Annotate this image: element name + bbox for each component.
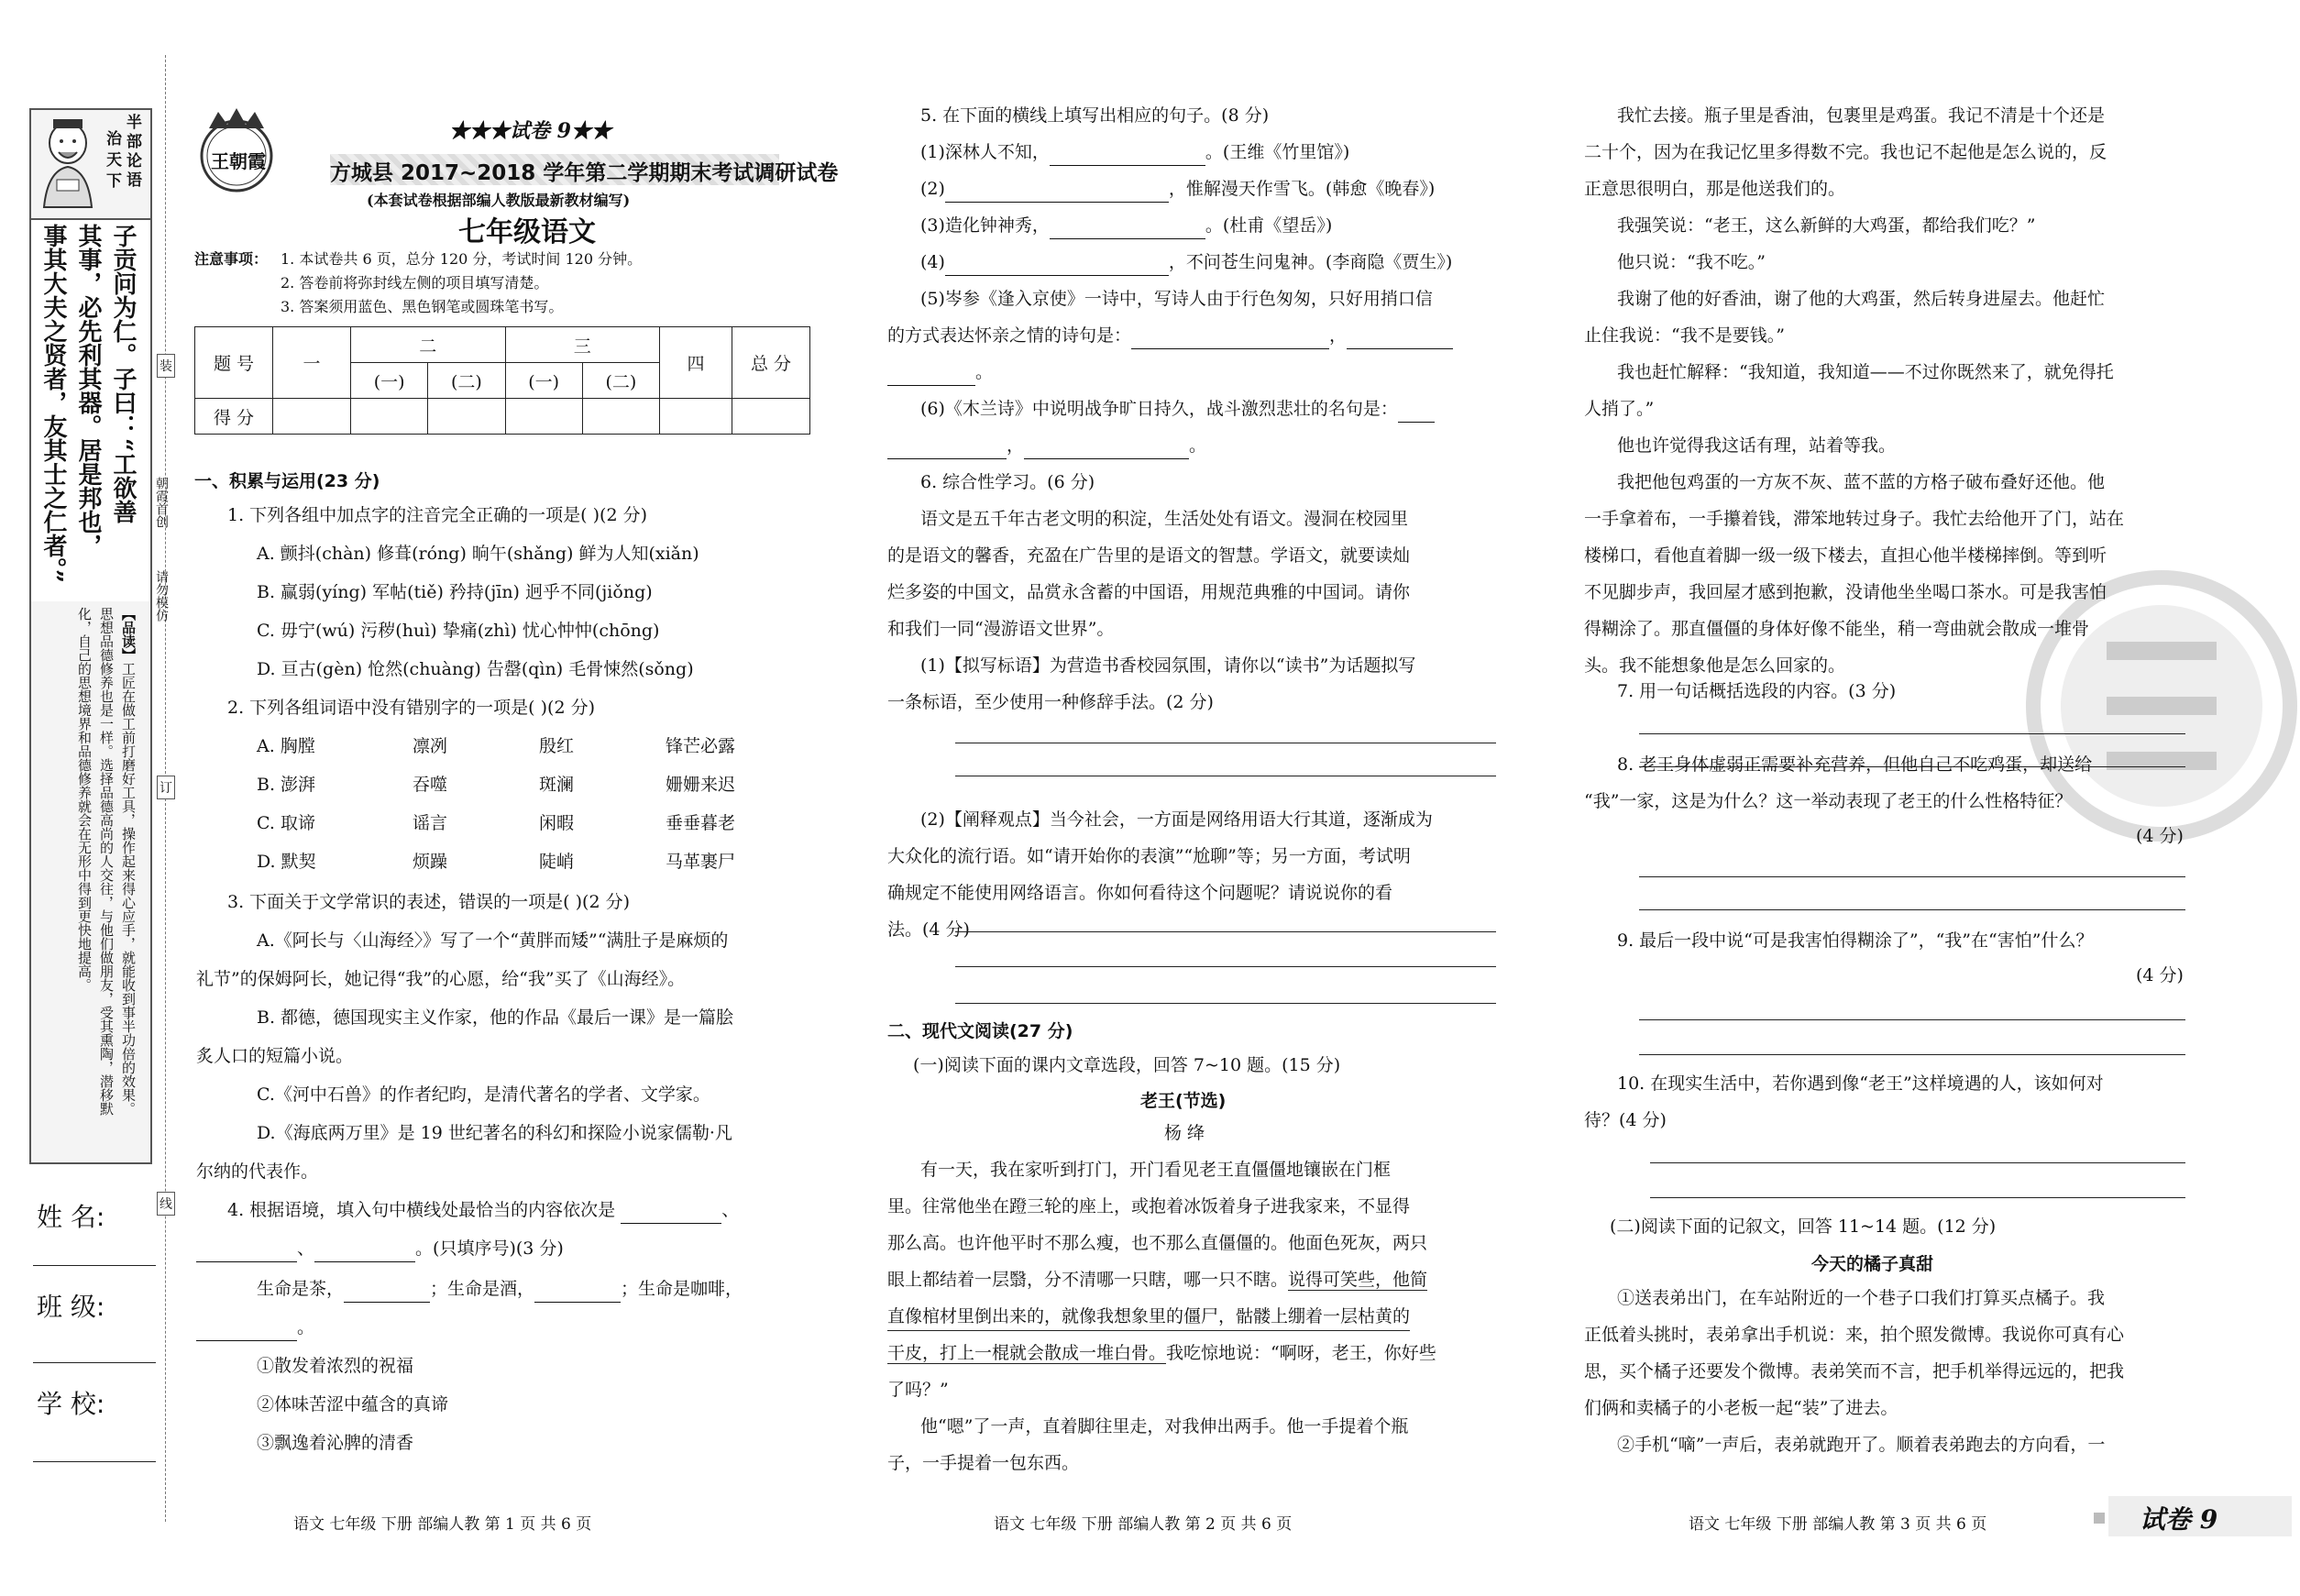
reading-1-cont-6: 我谢了他的好香油，谢了他的大鸡蛋，然后转身进屋去。他赶忙	[1617, 289, 2106, 309]
reading-1-line-4: 眼上都结着一层翳，分不清哪一只瞎，哪一只不瞎。说得可笑些，他简	[887, 1270, 1428, 1290]
section-1-title: 一、积累与运用(23 分)	[194, 471, 380, 491]
score-cell[interactable]	[732, 399, 810, 435]
score-header-one: 一	[273, 327, 351, 399]
q2-b1: B. 澎湃	[257, 775, 316, 795]
q10-answer-line-1[interactable]	[1650, 1162, 2185, 1163]
reading-1-cont-5: 他只说：“我不吃。”	[1617, 252, 1766, 272]
q5-5-line1: (5)岑参《逢入京使》一诗中，写诗人由于行色匆匆，只好用捎口信	[920, 289, 1433, 309]
score-cell[interactable]	[660, 399, 732, 435]
q2-d3: 陡峭	[539, 852, 575, 872]
q5-6-line1: (6)《木兰诗》中说明战争旷日持久，战斗激烈悲壮的名句是：	[920, 396, 1435, 423]
q2-b4: 姗姗来迟	[666, 775, 736, 795]
q6-2-answer-line-2[interactable]	[955, 966, 1496, 967]
reading-1-line-7: 了吗？”	[887, 1380, 949, 1400]
score-header-two: 二	[351, 327, 506, 363]
q9-score: (4 分)	[2136, 965, 2184, 985]
score-cell[interactable]	[428, 399, 505, 435]
motto-side: 治天下	[103, 130, 121, 193]
confucius-portrait-icon	[35, 116, 101, 211]
q2-c3: 闲暇	[539, 813, 575, 833]
q7-stem: 7. 用一句话概括选段的内容。(3 分)	[1617, 681, 1897, 701]
reading-1-title: 老王(节选)	[1140, 1091, 1227, 1111]
reading-1-cont-16: 头。我不能想象他是怎么回家的。	[1584, 655, 1846, 676]
subject-title: 七年级语文	[458, 216, 596, 248]
score-cell[interactable]	[273, 399, 351, 435]
seal-ding: 订	[157, 776, 175, 799]
q6-2-line3: 确规定不能使用网络语言。你如何看待这个问题呢？请说说你的看	[887, 883, 1393, 903]
q5-5-blank-3[interactable]	[887, 365, 975, 386]
score-cell[interactable]	[505, 399, 582, 435]
reading-1-cont-11: 我把他包鸡蛋的一方灰不灰、蓝不蓝的方格子破布叠好还他。他	[1617, 472, 2106, 492]
school-label: 学 校:	[37, 1389, 105, 1419]
page-2	[887, 0, 1511, 1596]
reading-1-cont-7: 止住我说：“我不是要钱。”	[1584, 325, 1785, 346]
reading-1-line-9: 子，一手提着一包东西。	[887, 1453, 1080, 1473]
motto-top: 半部论语	[123, 114, 141, 191]
reading-1-line-2: 里。往常他坐在蹬三轮的座上，或抱着冰饭着身子进我家来，不显得	[887, 1196, 1411, 1216]
name-field[interactable]	[33, 1265, 156, 1266]
reading-2-line-5: ②手机“嘀”一声后，表弟就跑开了。顺着表弟跑去的方向看，一	[1617, 1435, 2106, 1455]
seal-xian: 线	[157, 1192, 175, 1216]
q5-6-line2: ， 。	[887, 433, 1206, 459]
q2-d2: 烦躁	[413, 852, 448, 872]
q5-1-blank[interactable]	[1050, 145, 1205, 166]
sidebar-motto-box	[29, 108, 152, 220]
q2-d4: 马革裹尸	[666, 852, 736, 872]
score-sub-2: (二)	[428, 363, 505, 399]
reading-2-line-2: 正低着头挑时，表弟拿出手机说：来，拍个照发微博。我说你可真有心	[1584, 1325, 2125, 1345]
q6-2-line1: (2)【阐释观点】当今社会，一方面是网络用语大行其道，逐渐成为	[920, 809, 1433, 830]
note-first: 朝霞首创	[154, 477, 169, 528]
score-header-label: 题 号	[195, 327, 273, 399]
q4-context-end: 。	[196, 1315, 314, 1341]
q10-line-1: 10. 在现实生活中，若你遇到像“老王”这样境遇的人，该如何对	[1617, 1073, 2104, 1094]
q4-context-blank-3[interactable]	[196, 1320, 297, 1341]
q4-stem: 4. 根据语境，填入句中横线处最恰当的内容依次是 、	[227, 1197, 739, 1224]
reading-1-author: 杨 绛	[1164, 1123, 1205, 1143]
q6-intro-2: 的是语文的馨香，充盈在广告里的是语文的智慧。学语文，就要读灿	[887, 545, 1411, 566]
q2-c2: 谣言	[413, 813, 448, 833]
score-sub-1: (一)	[351, 363, 428, 399]
q3-b-1: B. 都德，德国现实主义作家，他的作品《最后一课》是一篇脍	[257, 1007, 734, 1028]
notice-label: 注意事项：	[194, 250, 269, 268]
q6-stem: 6. 综合性学习。(6 分)	[920, 472, 1095, 492]
exam-title: 方城县 2017~2018 学年第二学期期末考试调研试卷	[330, 161, 839, 185]
sidebar-pindu-box	[29, 601, 152, 1164]
notice-item-1: 1. 本试卷共 6 页，总分 120 分，考试时间 120 分钟。	[281, 250, 643, 268]
reading-1-cont-10: 他也许觉得我这话有理，站着等我。	[1617, 435, 1897, 456]
q2-stem: 2. 下列各组词语中没有错别字的一项是( )(2 分)	[227, 698, 595, 718]
q4-option-1: ①散发着浓烈的祝福	[257, 1356, 414, 1376]
q4-context-blank-2[interactable]	[534, 1282, 621, 1303]
q2-a4: 锋芒必露	[666, 736, 736, 756]
reading-1-line-8: 他“嗯”了一声，直着脚往里走，对我伸出两手。他一手提着个瓶	[920, 1416, 1409, 1436]
q4-stem-2: 、 。(只填序号)(3 分)	[196, 1236, 564, 1262]
q6-2-line2: 大众化的流行语。如“请开始你的表演”“尬聊”等；另一方面，考试明	[887, 846, 1411, 866]
class-label: 班 级:	[37, 1292, 105, 1322]
pindu-label: 【品读】	[120, 607, 137, 662]
pindu-line-3: 化，自己的思想境界和品德修养就会在无形中得到更快地提高。	[76, 607, 93, 992]
quote-line-1: 子贡问为仁。子曰：“工欲善	[109, 224, 137, 523]
q5-4: (4) ，不问苍生问鬼神。(李商隐《贾生》)	[920, 249, 1452, 276]
q4-blank-2[interactable]	[196, 1241, 297, 1262]
q4-blank-1[interactable]	[621, 1203, 721, 1224]
reading-2-line-1: ①送表弟出门，在车站附近的一个巷子口我们打算买点橘子。我	[1617, 1288, 2106, 1308]
q5-2: (2) ，惟解漫天作雪飞。(韩愈《晚春》)	[920, 176, 1435, 203]
q3-c: C.《河中石兽》的作者纪昀，是清代著名的学者、文学家。	[257, 1084, 710, 1105]
sidebar	[29, 108, 149, 1162]
q8-answer-line-2[interactable]	[1639, 909, 2185, 910]
q1-stem: 1. 下列各组中加点字的注音完全正确的一项是( )(2 分)	[227, 505, 647, 525]
q1-option-d: D. 亘古(gèn) 怆然(chuàng) 告罄(qìn) 毛骨悚然(sǒng)	[257, 659, 694, 679]
q2-d1: D. 默契	[257, 852, 316, 872]
exam-subtitle: (本套试卷根据部编人教版最新教材编写)	[367, 192, 631, 209]
notice-item-2: 2. 答卷前将弥封线左侧的项目填写清楚。	[281, 274, 549, 292]
q2-a1: A. 胸膛	[257, 736, 315, 756]
publisher-logo	[196, 105, 279, 196]
q7-answer-line-1[interactable]	[1639, 733, 2185, 734]
q2-a2: 凛冽	[413, 736, 448, 756]
reading-1-line-1: 有一天，我在家听到打门，开门看见老王直僵僵地镶嵌在门框	[920, 1160, 1392, 1180]
q8-line-1: 8. 老王身体虚弱正需要补充营养，但他自己不吃鸡蛋，却送给	[1617, 754, 2093, 775]
q3-a-2: 礼节”的保姆阿长，她记得“我”的心愿，给“我”买了《山海经》。	[196, 969, 686, 989]
q3-b-2: 炙人口的短篇小说。	[196, 1046, 354, 1066]
q5-3-blank[interactable]	[1050, 218, 1205, 239]
q3-d-1: D.《海底两万里》是 19 世纪著名的科幻和探险小说家儒勒·凡	[257, 1123, 732, 1143]
q5-stem: 5. 在下面的横线上填写出相应的句子。(8 分)	[920, 105, 1270, 126]
q2-a3: 殷红	[539, 736, 575, 756]
pindu-line-1: 【品读】工匠在做工前打磨好工具，操作起来得心应手，就能收到事半功倍的效果。	[120, 607, 137, 1116]
reading-1-cont-8: 我也赶忙解释：“我知道，我知道——不过你既然来了，就免得托	[1617, 362, 2114, 382]
q5-5-blank-1[interactable]	[1131, 328, 1329, 349]
class-field[interactable]	[33, 1362, 156, 1363]
reading-1-line-6: 干皮，打上一棍就会散成一堆白骨。我吃惊地说：“啊呀，老王，你好些	[887, 1343, 1436, 1363]
q8-score: (4 分)	[2136, 826, 2184, 846]
q4-option-2: ②体味苦涩中蕴含的真谛	[257, 1394, 449, 1414]
reading-2-line-4: 们俩和卖橘子的小老板一起“装”了进去。	[1584, 1398, 1898, 1418]
q6-intro-1: 语文是五千年古老文明的积淀，生活处处有语文。漫洞在校园里	[920, 509, 1409, 529]
q10-line-2: 待？(4 分)	[1584, 1110, 1667, 1130]
reading-1-cont-15: 得糊涂了。那直僵僵的身体好像不能坐，稍一弯曲就会散成一堆骨	[1584, 619, 2090, 639]
score-header-total: 总 分	[732, 327, 810, 399]
q9-answer-line-2[interactable]	[1639, 1054, 2185, 1055]
section-2-title: 二、现代文阅读(27 分)	[887, 1021, 1073, 1041]
q3-stem: 3. 下面关于文学常识的表述，错误的一项是( )(2 分)	[227, 892, 630, 912]
reading-2-title: 今天的橘子真甜	[1811, 1254, 1934, 1274]
quote-line-2: 其事，必先利其器。居是邦也，	[74, 224, 102, 557]
score-header-four: 四	[660, 327, 732, 399]
reading-1-cont-1: 我忙去接。瓶子里是香油，包裹里是鸡蛋。我记不清是十个还是	[1617, 105, 2106, 126]
q5-1: (1)深林人不知， 。(王维《竹里馆》)	[920, 139, 1349, 166]
q3-d-2: 尔纳的代表作。	[196, 1161, 319, 1182]
q6-2-answer-line-3[interactable]	[955, 1003, 1496, 1004]
quote-line-3: 事其大夫之贤者，友其士之仁者。”	[39, 224, 67, 583]
q2-c4: 垂垂暮老	[666, 813, 736, 833]
page-3-footer: 语文 七年级 下册 部编人教 第 3 页 共 6 页	[1689, 1515, 1987, 1534]
reading-2-intro: (二)阅读下面的记叙文，回答 11~14 题。(12 分)	[1610, 1216, 1997, 1237]
page-2-footer: 语文 七年级 下册 部编人教 第 2 页 共 6 页	[994, 1515, 1293, 1534]
notice-item-3: 3. 答案须用蓝色、黑色钢笔或圆珠笔书写。	[281, 298, 564, 315]
page-1	[193, 0, 839, 1596]
q2-c1: C. 取谛	[257, 813, 315, 833]
reading-1-cont-12: 一手拿着布，一手攥着钱，滞笨地转过身子。我忙去给他开了门，站在	[1584, 509, 2125, 529]
q4-blank-3[interactable]	[314, 1241, 415, 1262]
page-1-footer: 语文 七年级 下册 部编人教 第 1 页 共 6 页	[293, 1515, 592, 1534]
q5-6-blank-3[interactable]	[1024, 438, 1189, 459]
sidebar-quote-box	[29, 216, 152, 603]
q5-4-blank[interactable]	[945, 255, 1169, 276]
score-cell[interactable]	[582, 399, 659, 435]
q4-option-3: ③飘逸着沁脾的清香	[257, 1433, 414, 1453]
score-sub-4: (二)	[582, 363, 659, 399]
reading-1-line-3: 那么高。也许他平时不那么瘦，也不那么直僵僵的。他面色死灰，两只	[887, 1233, 1428, 1253]
reading-1-cont-3: 正意思很明白，那是他送我们的。	[1584, 179, 1846, 199]
q2-b3: 斑澜	[539, 775, 575, 795]
score-header-three: 三	[505, 327, 660, 363]
q6-1-line1: (1)【拟写标语】为营造书香校园氛围，请你以“读书”为话题拟写	[920, 655, 1416, 676]
q5-5-line3: 。	[887, 359, 993, 386]
q6-intro-4: 和我们一同“漫游语文世界”。	[887, 619, 1115, 639]
q1-option-c: C. 毋宁(wú) 污秽(huì) 挚痛(zhì) 忧心忡忡(chōng)	[257, 621, 660, 641]
seal-zhuang: 装	[157, 354, 175, 378]
q3-a-1: A.《阿长与〈山海经〉》写了一个“黄胖而矮”“满肚子是麻烦的	[257, 930, 729, 951]
q1-option-b: B. 赢弱(yíng) 军帖(tiě) 矜持(jīn) 迥乎不同(jiǒng)	[257, 582, 653, 602]
note-copy: 请勿模仿	[154, 570, 169, 622]
q2-b2: 吞噬	[413, 775, 448, 795]
q4-context-blank-1[interactable]	[344, 1282, 430, 1303]
tag-dots	[2094, 1513, 2105, 1524]
paper-number: ★★★试卷 9★★	[449, 119, 611, 143]
q10-answer-line-2[interactable]	[1650, 1197, 2185, 1198]
reading-1-cont-9: 人捎了。”	[1584, 399, 1655, 419]
score-table	[194, 326, 810, 435]
reading-1-intro: (一)阅读下面的课内文章选段，回答 7~10 题。(15 分)	[913, 1055, 1341, 1075]
q9-answer-line-1[interactable]	[1639, 1019, 2185, 1020]
reading-1-cont-13: 楼梯口，看他直着脚一级一级下楼去，直担心他半楼梯摔倒。等到听	[1584, 545, 2107, 566]
score-sub-3: (一)	[505, 363, 582, 399]
q9-line-1: 9. 最后一段中说“可是我害怕得糊涂了”，“我”在“害怕”什么？	[1617, 930, 2094, 951]
q4-context: 生命是茶， ；生命是酒， ；生命是咖啡，	[257, 1276, 743, 1303]
q5-2-blank[interactable]	[945, 182, 1169, 203]
page-3	[1584, 0, 2218, 1596]
paper-tag: 试卷 9	[2140, 1504, 2218, 1535]
q5-5-blank-2[interactable]	[1347, 328, 1453, 349]
q6-2-answer-line-1[interactable]	[955, 931, 1496, 932]
reading-2-line-3: 思，买个橘子还要发个微博。表弟笑而不言，把手机举得远远的，把我	[1584, 1361, 2125, 1381]
reading-1-line-5: 直像棺材里倒出来的，就像我想象里的僵尸，骷髅上绷着一层枯黄的	[887, 1304, 1410, 1331]
q8-answer-line-1[interactable]	[1639, 876, 2185, 877]
reading-1-cont-2: 二十个，因为在我记忆里多得数不完。我也记不起他是怎么说的，反	[1584, 142, 2107, 162]
reading-1-cont-4: 我强笑说：“老王，这么新鲜的大鸡蛋，都给我们吃？”	[1617, 215, 2036, 236]
q8-line-2: “我”一家，这是为什么？这一举动表现了老王的什么性格特征？	[1584, 791, 2073, 811]
name-label: 姓 名:	[37, 1202, 105, 1232]
q1-option-a: A. 颤抖(chàn) 修葺(róng) 晌午(shǎng) 鲜为人知(xiǎn)	[257, 544, 699, 564]
q5-3: (3)造化钟神秀， 。(杜甫《望岳》)	[920, 213, 1332, 239]
q5-6-blank-2[interactable]	[887, 438, 1007, 459]
q6-2-line4: 法。(4 分)	[887, 919, 970, 940]
q6-intro-3: 烂多姿的中国文，品赏永含蓄的中国语，用规范典雅的中国词。请你	[887, 582, 1411, 602]
pindu-line-2: 思想品德修养也是一样。选择品德高尚的人交往，与他们做朋友，受其熏陶，潜移默	[98, 607, 115, 1116]
q6-1-line2: 一条标语，至少使用一种修辞手法。(2 分)	[887, 692, 1214, 712]
q5-5-line2: 的方式表达怀亲之情的诗句是： ，	[887, 323, 1453, 349]
score-cell[interactable]	[351, 399, 428, 435]
logo-text: 王朝霞	[211, 150, 266, 172]
score-row-label: 得 分	[195, 399, 273, 435]
q5-6-blank-1[interactable]	[1398, 402, 1435, 423]
school-field[interactable]	[33, 1461, 156, 1462]
reading-1-cont-14: 不见脚步声，我回屋才感到抱歉，没请他坐坐喝口茶水。可是我害怕	[1584, 582, 2107, 602]
